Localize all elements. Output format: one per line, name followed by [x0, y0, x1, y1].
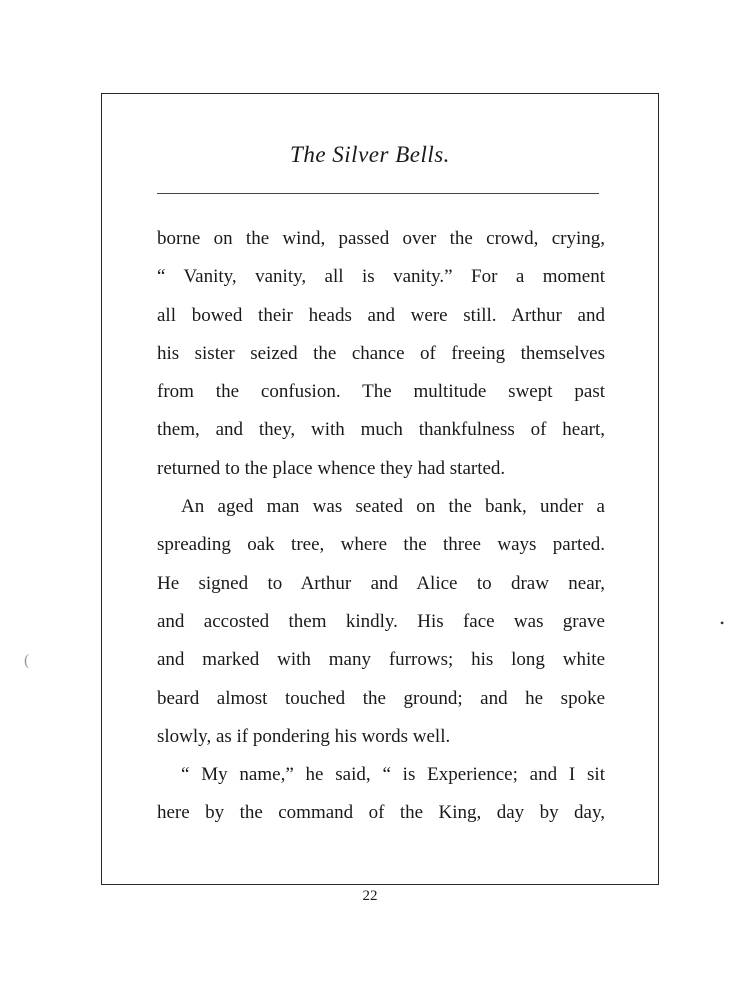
- text-line: “ Vanity, vanity, all is vanity.” For a moment: [157, 266, 605, 288]
- text-line: slowly, as if pondering his words well.: [157, 725, 451, 747]
- text-line: all bowed their heads and were still. Arthur and: [157, 304, 605, 326]
- text-line: them, and they, with much thankfulness of heart,: [157, 419, 605, 441]
- text-line: returned to the place whence they had started.: [157, 457, 506, 479]
- title-rule: [157, 193, 599, 194]
- margin-speck: •: [720, 616, 725, 630]
- margin-speck: (: [24, 652, 30, 669]
- body-text: [157, 220, 605, 833]
- text-line: borne on the wind, passed over the crowd, crying,: [157, 228, 605, 249]
- text-line: An aged man was seated on the bank, under a: [181, 496, 605, 518]
- text-line: spreading oak tree, where the three ways parted.: [157, 534, 605, 556]
- text-line: his sister seized the chance of freeing themselves: [157, 342, 605, 364]
- text-line: beard almost touched the ground; and he spoke: [157, 687, 605, 709]
- page-number: 22: [362, 888, 378, 904]
- text-line: and marked with many furrows; his long white: [157, 649, 605, 671]
- text-line: here by the command of the King, day by day,: [157, 802, 605, 824]
- running-title: The Silver Bells.: [290, 142, 450, 167]
- text-line: “ My name,” he said, “ is Experience; and I sit: [181, 764, 605, 786]
- text-line: from the confusion. The multitude swept past: [157, 381, 605, 403]
- text-line: He signed to Arthur and Alice to draw near,: [157, 572, 605, 594]
- text-line: and accosted them kindly. His face was grave: [157, 610, 605, 632]
